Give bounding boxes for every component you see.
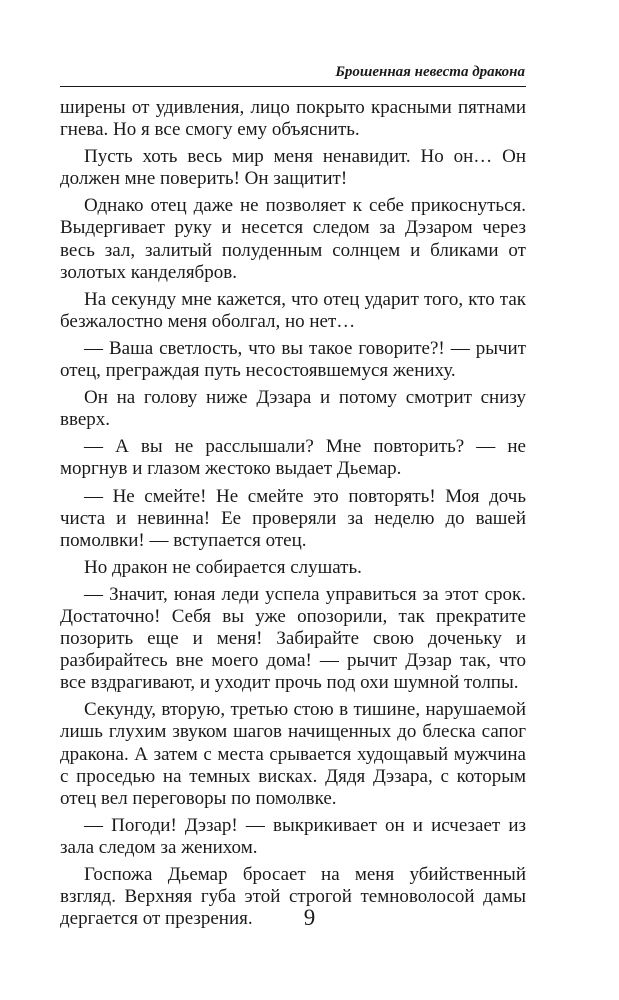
paragraph-2: Пусть хоть весь мир меня ненавидит. Но он… Он должен мне поверить! Он защитит! bbox=[60, 146, 526, 190]
header-rule bbox=[60, 86, 526, 87]
paragraph-1: ширены от удивления, лицо покрыто красными пятнами гнева. Но я все смогу ему объяснить. bbox=[60, 97, 526, 141]
paragraph-7: — А вы не расслышали? Мне повторить? — не моргнув и глазом жестоко выдает Дьемар. bbox=[60, 436, 526, 480]
paragraph-3: Однако отец даже не позволяет к себе прикоснуться. Выдергивает руку и несется следом за Дэзаром через весь зал, залитый полуденным солнцем и бликами от золотых канделябров. bbox=[60, 195, 526, 283]
page-body bbox=[60, 97, 526, 935]
running-header-title: Брошенная невеста дракона bbox=[335, 64, 525, 80]
page-number: 9 bbox=[303, 905, 316, 930]
paragraph-13: Госпожа Дьемар бросает на меня убийственный взгляд. Верхняя губа этой строгой темноволосой дамы дергается от презрения. bbox=[60, 864, 526, 930]
paragraph-10: — Значит, юная леди успела управиться за этот срок. Достаточно! Себя вы уже опозорили, так прекратите позорить еще и меня! Забирайте свою доченьку и разбирайтесь вне моего дома! — рычит Дэзар так, что все вздрагивают, и уходит прочь под охи шумной толпы. bbox=[60, 583, 526, 694]
paragraph-4: На секунду мне кажется, что отец ударит того, кто так безжалостно меня оболгал, но нет… bbox=[60, 288, 526, 332]
paragraph-12: — Погоди! Дэзар! — выкрикивает он и исчезает из зала следом за женихом. bbox=[60, 814, 526, 858]
paragraph-11: Секунду, вторую, третью стою в тишине, нарушаемой лишь глухим звуком шагов начищенных до блеска сапог дракона. А затем с места срывается худощавый мужчина с проседью на темных висках. Дядя Дэзара, с которым отец вел переговоры по помолвке. bbox=[60, 699, 526, 809]
paragraph-5: — Ваша светлость, что вы такое говорите?! — рычит отец, преграждая путь несостоявшемуся жениху. bbox=[60, 337, 526, 382]
paragraph-6: Он на голову ниже Дэзара и потому смотрит снизу вверх. bbox=[60, 387, 526, 431]
paragraph-9: Но дракон не собирается слушать. bbox=[84, 556, 362, 578]
paragraph-8: — Не смейте! Не смейте это повторять! Моя дочь чиста и невинна! Ее проверяли за неделю до вашей помолвки! — вступается отец. bbox=[60, 485, 526, 551]
